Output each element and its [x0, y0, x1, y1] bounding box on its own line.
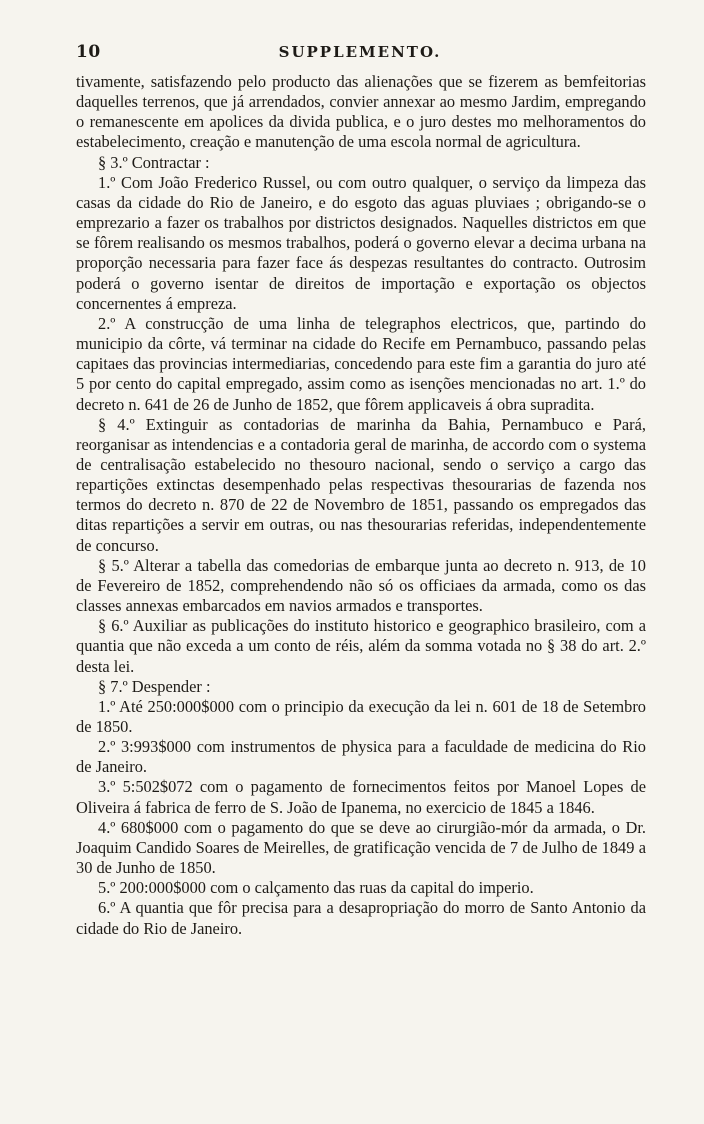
paragraph: 1.º Com João Frederico Russel, ou com outro qualquer, o serviço da limpeza das casas da cidade do Rio de Janeiro, e do esgoto das aguas pluviaes ; obrigando-se o emprezario a fazer os trabalhos por districtos designados. Naquelles districtos em que se fôrem realisando os mesmos trabalhos, poderá o governo elevar a decima urbana na proporção necessaria para fazer face ás despezas resultantes do contracto. Outrosim poderá o governo isentar de direitos de importação e exportação os objectos concernentes á empreza.	[76, 172, 646, 313]
paragraph: 2.º A construcção de uma linha de telegraphos electricos, que, partindo do municipio da côrte, vá terminar na cidade do Recife em Pernambuco, passando pelas capitaes das provincias intermediarias, concedendo para este fim a garantia do juro até 5 por cento do capital empregado, assim como as isenções mencionadas no art. 1.º do decreto n. 641 de 26 de Junho de 1852, que fôrem applicaveis á obra supradita.	[76, 313, 646, 414]
list-item: 1.º Até 250:000$000 com o principio da execução da lei n. 601 de 18 de Setembro de 1850.	[76, 696, 646, 736]
page-number: 10	[76, 42, 101, 62]
paragraph: § 6.º Auxiliar as publicações do instituto historico e geographico brasileiro, com a quantia que não exceda a um conto de réis, além da somma votada no § 38 do art. 2.º desta lei.	[76, 616, 646, 676]
list-item: 5.º 200:000$000 com o calçamento das ruas da capital do imperio.	[98, 878, 534, 898]
page-header	[76, 42, 644, 62]
section-heading-3: § 3.º Contractar :	[98, 152, 210, 172]
running-title: SUPPLEMENTO.	[278, 43, 442, 61]
paragraph: § 4.º Extinguir as contadorias de marinha da Bahia, Pernambuco e Pará, reorganisar as intendencias e a contadoria geral de marinha, de accordo com o systema de centralisação estabelecido no thesouro nacional, sendo o serviço a cargo das repartições extinctas desempenhado pelas respectivas thesourarias de fazenda nos termos do decreto n. 870 de 22 de Novembro de 1851, passando os empregados das ditas repartições a servir em outras, ou nas thesourarias referidas, independentemente de concurso.	[76, 414, 646, 555]
paragraph: § 5.º Alterar a tabella das comedorias de embarque junta ao decreto n. 913, de 10 de Fevereiro de 1852, comprehendendo não só os officiaes da armada, como os das classes annexas embarcados em navios armados e transportes.	[76, 555, 646, 616]
section-heading-7: § 7.º Despender :	[98, 676, 211, 696]
list-item: 4.º 680$000 com o pagamento do que se deve ao cirurgião-mór da armada, o Dr. Joaquim Candido Soares de Meirelles, de gratificação vencida de 7 de Julho de 1849 a 30 de Junho de 1850.	[76, 817, 646, 878]
list-item: 2.º 3:993$000 com instrumentos de physica para a faculdade de medicina do Rio de Janeiro.	[76, 737, 646, 777]
paragraph: tivamente, satisfazendo pelo producto das alienações que se fizerem as bemfeitorias daquelles terrenos, que já arrendados, convier annexar ao mesmo Jardim, empregando o remanescente em apolices da divida publica, e o juro destes mo melhoramentos do estabelecimento, creação e manutenção de uma escola normal de agricultura.	[76, 72, 646, 152]
list-item: 6.º A quantia que fôr precisa para a desapropriação do morro de Santo Antonio da cidade do Rio de Janeiro.	[76, 898, 646, 938]
list-item: 3.º 5:502$072 com o pagamento de fornecimentos feitos por Manoel Lopes de Oliveira á fabrica de ferro de S. João de Ipanema, no exercicio de 1845 a 1846.	[76, 777, 646, 817]
body-text	[76, 72, 646, 939]
